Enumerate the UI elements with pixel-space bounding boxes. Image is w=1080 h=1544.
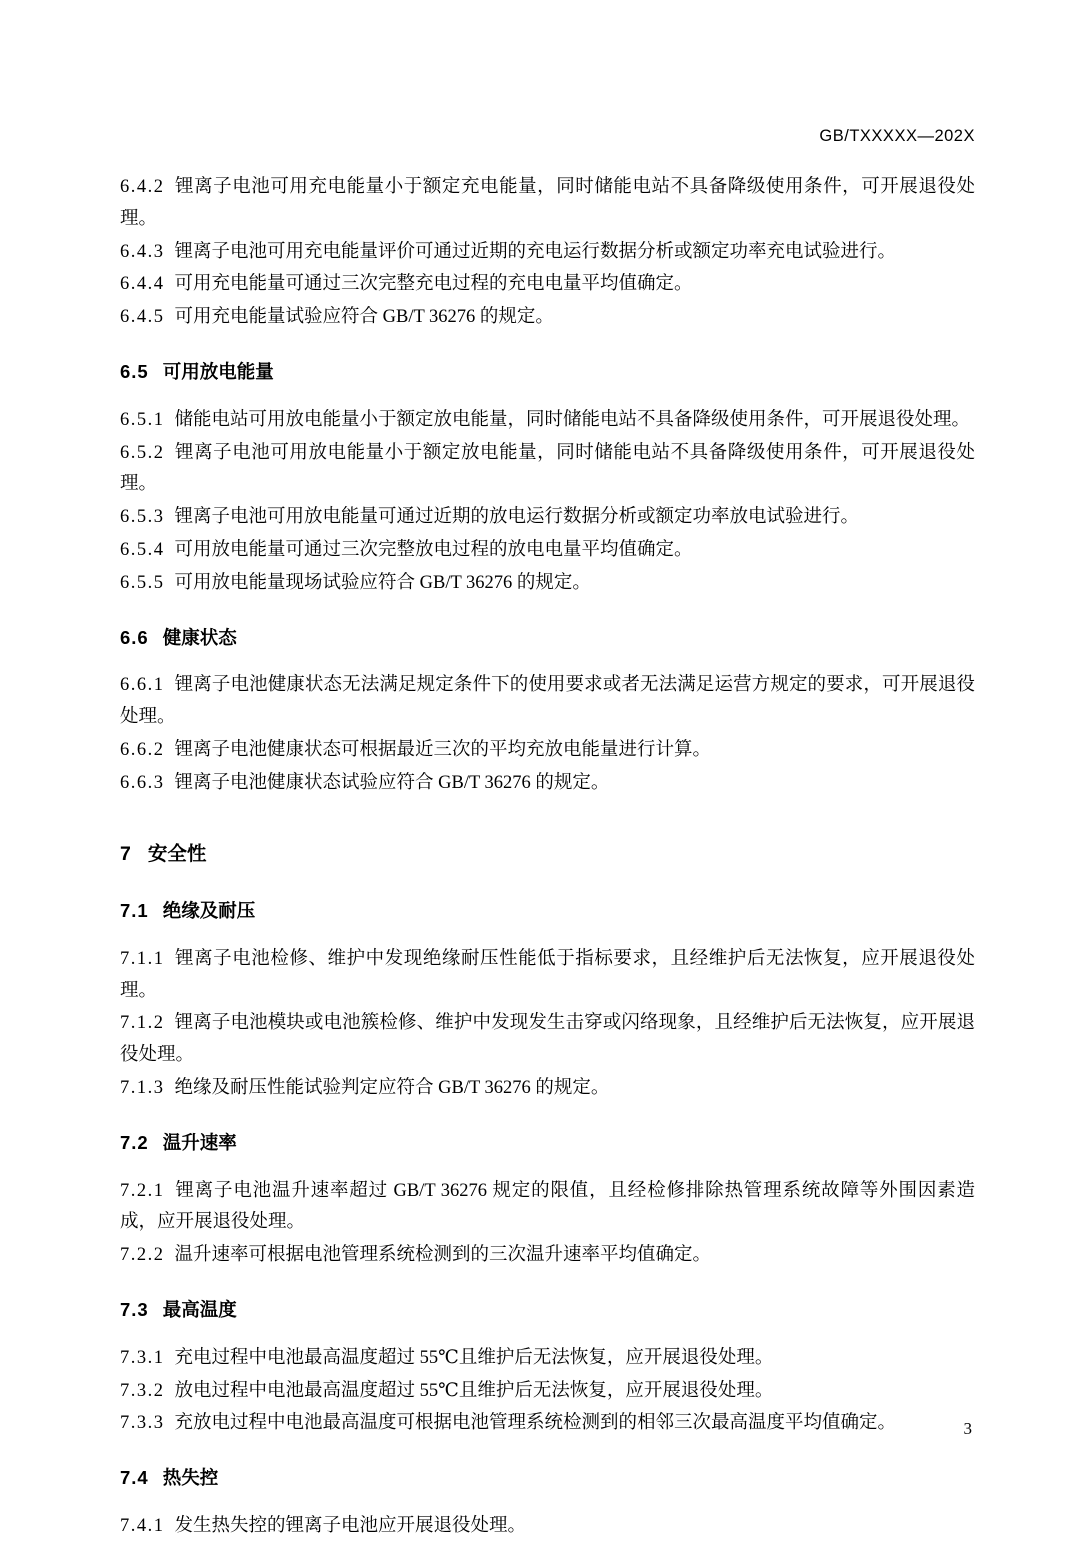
clause-text: 充电过程中电池最高温度超过 55℃且维护后无法恢复，应开展退役处理。	[174, 1347, 774, 1368]
clause-7-1-2	[120, 1008, 975, 1072]
clause-number: 6.5.2	[120, 442, 165, 463]
section-heading-7	[120, 840, 975, 869]
clause-6-4-3	[120, 237, 975, 269]
document-body	[120, 172, 975, 1544]
clause-number: 6.4.3	[120, 241, 165, 262]
clause-text: 锂离子电池可用放电能量小于额定放电能量，同时储能电站不具备降级使用条件，可开展退役处理。	[120, 442, 975, 495]
clause-text: 放电过程中电池最高温度超过 55℃且维护后无法恢复，应开展退役处理。	[174, 1380, 774, 1401]
page-number: 3	[963, 1419, 972, 1438]
heading-number: 6.5	[120, 361, 149, 383]
clause-number: 7.2.1	[120, 1180, 165, 1201]
clause-text: 可用放电能量可通过三次完整放电过程的放电电量平均值确定。	[174, 540, 693, 561]
clause-6-6-1	[120, 670, 975, 734]
heading-number: 7.3	[120, 1298, 149, 1320]
clause-6-4-4	[120, 269, 975, 301]
heading-number: 7	[120, 842, 132, 865]
clause-text: 储能电站可用放电能量小于额定放电能量，同时储能电站不具备降级使用条件，可开展退役处理。	[174, 409, 971, 430]
clause-text: 可用放电能量现场试验应符合 GB/T 36276 的规定。	[174, 572, 591, 593]
section-heading-6-5	[120, 358, 975, 386]
heading-text: 可用放电能量	[162, 361, 274, 383]
clause-7-2-1	[120, 1176, 975, 1240]
clause-number: 7.3.3	[120, 1413, 165, 1434]
clause-text: 锂离子电池可用放电能量可通过近期的放电运行数据分析或额定功率放电试验进行。	[174, 507, 860, 528]
heading-number: 7.2	[120, 1131, 149, 1153]
clause-number: 6.5.5	[120, 572, 165, 593]
heading-text: 安全性	[147, 842, 207, 865]
clause-text: 绝缘及耐压性能试验判定应符合 GB/T 36276 的规定。	[174, 1077, 610, 1098]
clause-6-6-3	[120, 768, 975, 800]
heading-number: 6.6	[120, 626, 149, 648]
heading-text: 温升速率	[162, 1131, 237, 1153]
heading-text: 健康状态	[162, 626, 237, 648]
clause-number: 6.4.5	[120, 307, 165, 328]
clause-text: 发生热失控的锂离子电池应开展退役处理。	[174, 1515, 527, 1536]
clause-6-5-4	[120, 535, 975, 567]
clause-7-3-3	[120, 1408, 975, 1440]
clause-text: 可用充电能量试验应符合 GB/T 36276 的规定。	[174, 307, 554, 328]
clause-text: 锂离子电池健康状态无法满足规定条件下的使用要求或者无法满足运营方规定的要求，可开展退役处理。	[120, 675, 975, 728]
clause-number: 6.5.1	[120, 409, 165, 430]
clause-6-5-1	[120, 405, 975, 437]
clause-text: 温升速率可根据电池管理系统检测到的三次温升速率平均值确定。	[174, 1245, 712, 1266]
clause-number: 6.4.2	[120, 177, 165, 197]
clause-6-6-2	[120, 735, 975, 767]
clause-7-2-2	[120, 1240, 975, 1272]
page-header-standard-code: GB/TXXXXX—202X	[819, 127, 975, 145]
clause-number: 6.5.4	[120, 540, 165, 561]
clause-number: 6.4.4	[120, 274, 165, 295]
clause-6-5-5	[120, 568, 975, 600]
clause-number: 6.6.3	[120, 772, 165, 793]
clause-number: 7.1.3	[120, 1077, 165, 1098]
clause-number: 7.1.1	[120, 948, 165, 969]
clause-number: 7.2.2	[120, 1245, 165, 1266]
heading-text: 绝缘及耐压	[162, 899, 256, 921]
clause-text: 可用充电能量可通过三次完整充电过程的充电电量平均值确定。	[174, 274, 693, 295]
clause-7-1-3	[120, 1073, 975, 1105]
section-heading-6-6	[120, 624, 975, 652]
section-heading-7-1	[120, 897, 975, 925]
clause-number: 7.3.2	[120, 1380, 165, 1401]
clause-text: 锂离子电池温升速率超过 GB/T 36276 规定的限值，且经检修排除热管理系统故障等外围因素造成，应开展退役处理。	[120, 1180, 975, 1233]
clause-text: 锂离子电池可用充电能量小于额定充电能量，同时储能电站不具备降级使用条件，可开展退役处理。	[120, 177, 975, 229]
section-heading-7-3	[120, 1296, 975, 1324]
clause-text: 锂离子电池健康状态可根据最近三次的平均充放电能量进行计算。	[174, 740, 712, 761]
clause-text: 锂离子电池健康状态试验应符合 GB/T 36276 的规定。	[174, 772, 610, 793]
clause-7-1-1	[120, 944, 975, 1008]
clause-text: 锂离子电池检修、维护中发现绝缘耐压性能低于指标要求，且经维护后无法恢复，应开展退役处理。	[120, 948, 975, 1001]
clause-number: 6.6.2	[120, 740, 165, 761]
clause-text: 锂离子电池模块或电池簇检修、维护中发现发生击穿或闪络现象，且经维护后无法恢复，应开展退役处理。	[120, 1013, 975, 1066]
clause-number: 7.4.1	[120, 1515, 165, 1536]
clause-6-5-3	[120, 502, 975, 534]
heading-number: 7.4	[120, 1467, 149, 1489]
clause-6-4-2	[120, 172, 975, 236]
heading-text: 热失控	[162, 1467, 219, 1489]
clause-7-3-1	[120, 1343, 975, 1375]
clause-text: 锂离子电池可用充电能量评价可通过近期的充电运行数据分析或额定功率充电试验进行。	[174, 241, 897, 262]
clause-6-5-2	[120, 438, 975, 502]
section-heading-7-4	[120, 1464, 975, 1492]
clause-number: 7.1.2	[120, 1013, 165, 1034]
clause-number: 7.3.1	[120, 1347, 165, 1368]
section-heading-7-2	[120, 1129, 975, 1157]
clause-number: 6.6.1	[120, 675, 165, 696]
clause-text: 充放电过程中电池最高温度可根据电池管理系统检测到的相邻三次最高温度平均值确定。	[174, 1413, 897, 1434]
clause-number: 6.5.3	[120, 507, 165, 528]
heading-text: 最高温度	[162, 1298, 237, 1320]
heading-number: 7.1	[120, 899, 149, 921]
clause-6-4-5	[120, 302, 975, 334]
clause-7-3-2	[120, 1376, 975, 1408]
